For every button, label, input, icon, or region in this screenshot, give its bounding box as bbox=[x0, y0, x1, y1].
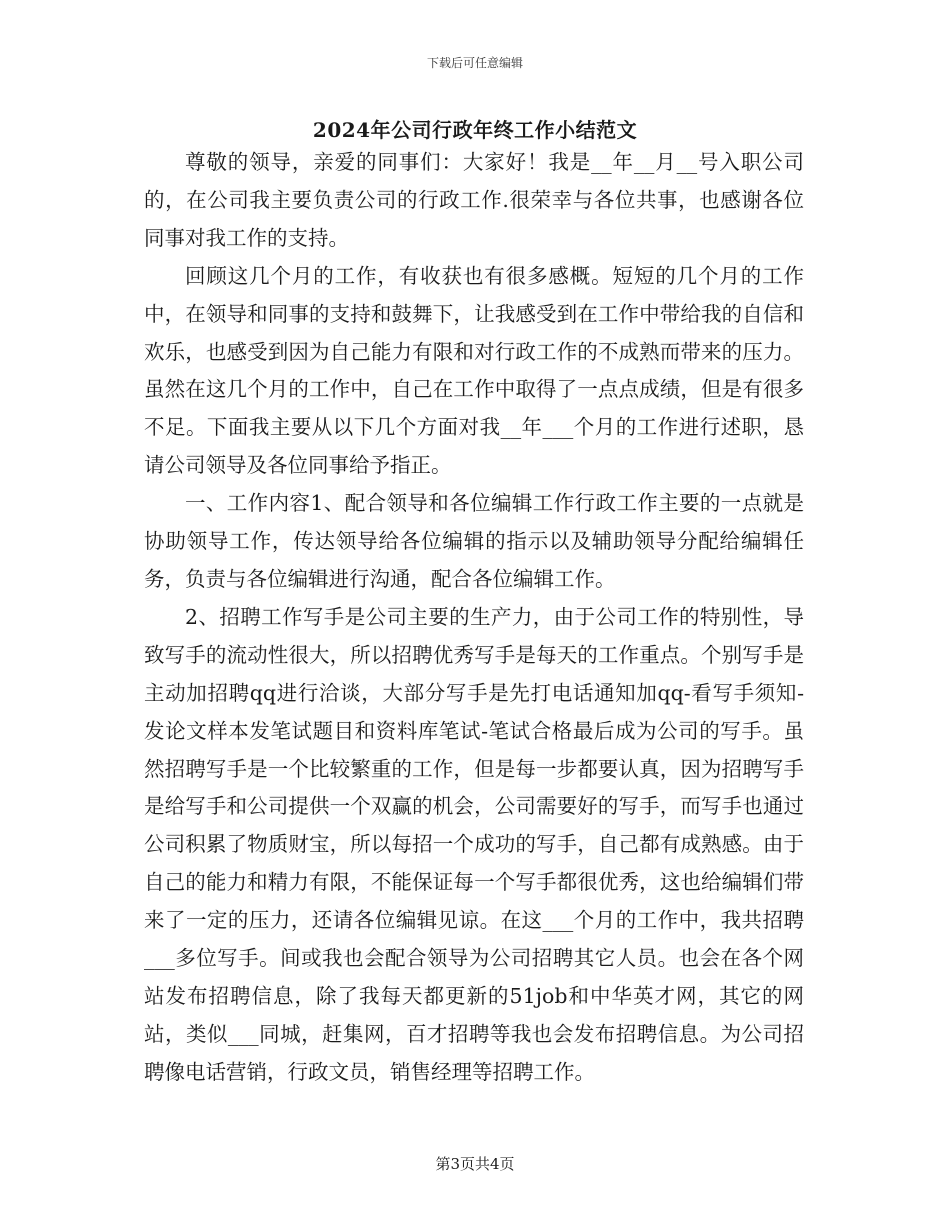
paragraph-review: 回顾这几个月的工作，有收获也有很多感概。短短的几个月的工作中，在领导和同事的支持和鼓舞下，让我感受到在工作中带给我的自信和欢乐，也感受到因为自己能力有限和对行政工作的不成熟而带来的压力。虽然在这几个月的工作中，自己在工作中取得了一点点成绩，但是有很多不足。下面我主要从以下几个方面对我__年___个月的工作进行述职，恳请公司领导及各位同事给予指正。 bbox=[144, 263, 804, 478]
paragraph-greeting: 尊敬的领导，亲爱的同事们：大家好！我是__年__月__号入职公司的，在公司我主要负责公司的行政工作.很荣幸与各位共事，也感谢各位同事对我工作的支持。 bbox=[144, 150, 804, 250]
paragraph-work-content: 一、工作内容1、配合领导和各位编辑工作行政工作主要的一点就是协助领导工作，传达领导给各位编辑的指示以及辅助领导分配给编辑任务，负责与各位编辑进行沟通，配合各位编辑工作。 bbox=[144, 491, 804, 591]
document-title: 2024年公司行政年终工作小结范文 bbox=[312, 118, 638, 142]
document-body bbox=[144, 144, 804, 1092]
page-number-footer: 第3页共4页 bbox=[435, 1155, 515, 1173]
paragraph-recruitment: 2、招聘工作写手是公司主要的生产力，由于公司工作的特别性，导致写手的流动性很大，所以招聘优秀写手是每天的工作重点。个别写手是主动加招聘qq进行洽谈，大部分写手是先打电话通知加qq-看写手须知-发论文样本发笔试题目和资料库笔试-笔试合格最后成为公司的写手。虽然招聘写手是一个比较繁重的工作，但是每一步都要认真，因为招聘写手是给写手和公司提供一个双赢的机会，公司需要好的写手，而写手也通过公司积累了物质财宝，所以每招一个成功的写手，自己都有成熟感。由于自己的能力和精力有限，不能保证每一个写手都很优秀，这也给编辑们带来了一定的压力，还请各位编辑见谅。在这___个月的工作中，我共招聘___多位写手。间或我也会配合领导为公司招聘其它人员。也会在各个网站发布招聘信息，除了我每天都更新的51job和中华英才网，其它的网站，类似___同城，赶集网，百才招聘等我也会发布招聘信息。为公司招聘像电话营销，行政文员，销售经理等招聘工作。 bbox=[144, 604, 804, 1084]
header-note: 下载后可任意编辑 bbox=[426, 56, 523, 70]
